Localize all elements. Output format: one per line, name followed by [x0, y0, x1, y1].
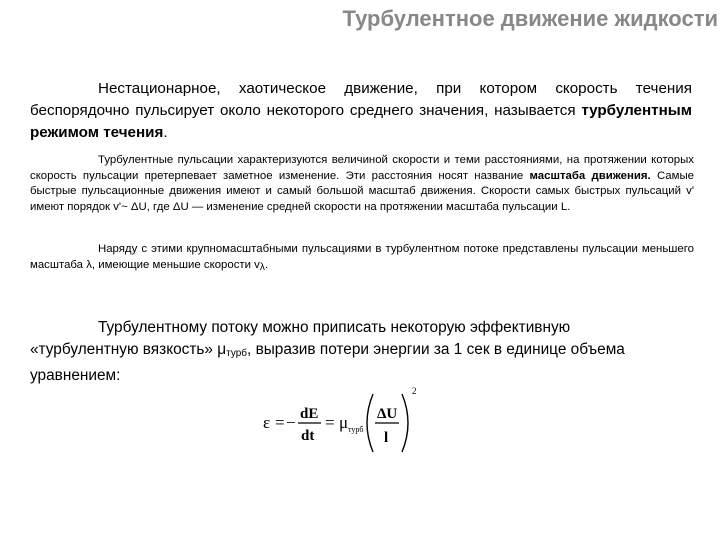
- formula-inner-denominator: l: [384, 430, 389, 446]
- definition-paragraph: [30, 78, 692, 144]
- pulsation-text-2: Самые быстрые пульсационные движения имеют и самый большой масштаб движения. Скорости самых быстрых пульсаций v' имеют порядок v'~ ΔU, где ΔU — изменение средней скорости на протяжении масштаба пульсации L.: [30, 169, 694, 213]
- formula-mu-subscript: турб: [348, 425, 364, 434]
- formula-denominator: dt: [301, 428, 315, 444]
- small-scale-paragraph: [30, 242, 694, 275]
- lambda-subscript: λ: [259, 261, 265, 273]
- pulsation-text-1: Турбулентные пульсации характеризуются величиной скорости и теми расстояниями, на протяжении которых скорость пульсации претерпевает заметное изменение. Эти расстояния носят название: [30, 154, 694, 182]
- viscosity-paragraph: [30, 317, 660, 387]
- pulsation-paragraph: [30, 153, 694, 215]
- formula-equals-1: =: [275, 413, 285, 432]
- viscosity-text-1: Турбулентному потоку можно приписать некоторую эффективную «турбулентную вязкость»: [30, 319, 571, 358]
- formula-right-paren: [402, 394, 408, 452]
- formula-mu: μ: [339, 413, 349, 432]
- mu-subscript: турб: [226, 348, 248, 359]
- formula-numerator: dE: [300, 406, 319, 422]
- formula-power: 2: [412, 386, 417, 396]
- scale-term: масштаба движения.: [529, 169, 651, 182]
- mu-symbol: μ: [217, 341, 227, 358]
- small-scale-text-2: , имеющие меньшие скорости v: [91, 258, 260, 271]
- definition-end: .: [163, 124, 168, 141]
- energy-loss-formula: [255, 380, 435, 460]
- viscosity-text-2: , выразив потери энергии за 1 сек в единице объема уравнением:: [30, 341, 625, 384]
- lambda-symbol: λ: [86, 258, 92, 271]
- formula-left-paren: [367, 394, 373, 452]
- formula-minus: −: [286, 413, 296, 432]
- formula-epsilon: ε: [263, 413, 271, 432]
- formula-inner-numerator: ΔU: [377, 406, 398, 422]
- small-scale-text-1: Наряду с этими крупномасштабными пульсациями в турбулентном потоке представлены пульсации меньшего масштаба: [30, 243, 694, 271]
- definition-term: турбулентным режимом течения: [30, 102, 692, 141]
- small-scale-end: .: [264, 258, 269, 271]
- definition-text: Нестационарное, хаотическое движение, при котором скорость течения беспорядочно пульсирует около некоторого среднего значения, называется: [30, 80, 692, 119]
- formula-equals-2: =: [325, 413, 335, 432]
- page-title: Турбулентное движение жидкости: [342, 6, 718, 31]
